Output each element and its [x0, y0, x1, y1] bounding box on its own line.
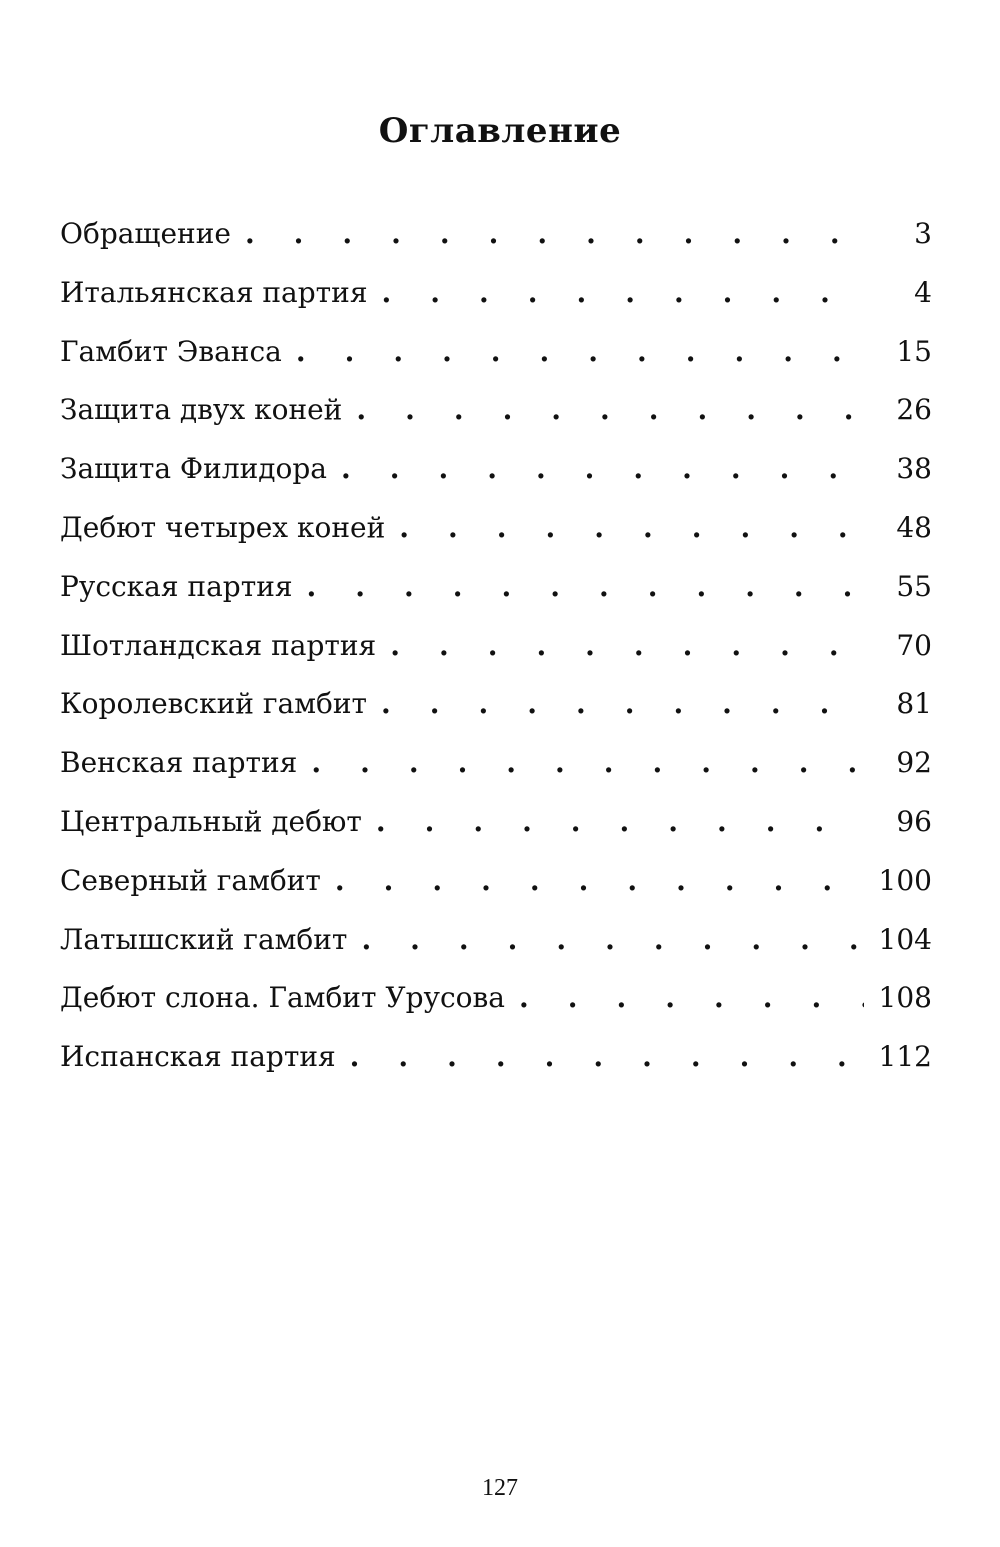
toc-entry[interactable] — [60, 264, 932, 323]
toc-entry-title: Королевский гамбит — [60, 687, 367, 721]
toc-entry[interactable] — [60, 734, 932, 793]
toc-entry[interactable] — [60, 381, 932, 440]
toc-entry-page: 104 — [878, 922, 932, 956]
dot-leader — [307, 558, 864, 617]
dot-leader — [245, 205, 864, 264]
toc-entry-title: Венская партия — [60, 746, 298, 780]
toc-entry-title: Дебют слона. Гамбит Урусова — [60, 981, 505, 1015]
toc-entry-title: Гамбит Эванса — [60, 334, 282, 368]
toc-entry-title: Защита Филидора — [60, 452, 327, 486]
dot-leader — [382, 264, 865, 323]
toc-entry[interactable] — [60, 969, 932, 1028]
toc-entry-title: Латышский гамбит — [60, 922, 348, 956]
dot-leader — [335, 852, 864, 911]
toc-entry-page: 112 — [878, 1040, 932, 1074]
toc-entry-title: Русская партия — [60, 569, 293, 603]
page-title: Оглавление — [378, 110, 622, 151]
dot-leader — [361, 911, 864, 970]
dot-leader — [519, 969, 864, 1028]
toc-entry[interactable] — [60, 558, 932, 617]
dot-leader — [350, 1028, 864, 1087]
dot-leader — [356, 381, 864, 440]
toc-entry-page: 108 — [878, 981, 932, 1015]
toc-entry-page: 48 — [896, 510, 932, 544]
toc-entry[interactable] — [60, 617, 932, 676]
dot-leader — [296, 323, 864, 382]
toc-entry[interactable] — [60, 1028, 932, 1087]
toc-entry-title: Дебют четырех коней — [60, 510, 386, 544]
toc-entry-page: 92 — [896, 746, 932, 780]
toc-entry-title: Обращение — [60, 217, 231, 250]
toc-entry[interactable] — [60, 675, 932, 734]
dot-leader — [376, 793, 864, 852]
dot-leader — [311, 734, 864, 793]
dot-leader — [390, 617, 864, 676]
toc-entry[interactable] — [60, 323, 932, 382]
table-of-contents — [60, 205, 932, 1087]
toc-entry[interactable] — [60, 440, 932, 499]
toc-entry-title: Испанская партия — [60, 1040, 336, 1074]
toc-entry-title: Итальянская партия — [60, 275, 368, 309]
toc-entry-page: 15 — [896, 334, 932, 368]
toc-entry-page: 70 — [896, 628, 932, 662]
toc-entry-page: 81 — [896, 687, 932, 721]
toc-entry-page: 3 — [914, 217, 932, 250]
toc-entry-page: 4 — [914, 275, 932, 309]
dot-leader — [341, 440, 864, 499]
toc-entry[interactable] — [60, 205, 932, 264]
toc-entry-title: Северный гамбит — [60, 863, 321, 897]
toc-entry-title: Шотландская партия — [60, 628, 377, 662]
toc-entry-page: 100 — [878, 863, 932, 897]
toc-entry[interactable] — [60, 499, 932, 558]
dot-leader — [399, 499, 864, 558]
page-number: 127 — [482, 1475, 518, 1501]
toc-entry[interactable] — [60, 911, 932, 970]
toc-entry-title: Центральный дебют — [60, 804, 362, 838]
toc-entry-page: 26 — [896, 393, 932, 427]
toc-entry-page: 96 — [896, 804, 932, 838]
toc-entry[interactable] — [60, 793, 932, 852]
toc-entry-page: 38 — [896, 452, 932, 486]
toc-entry[interactable] — [60, 852, 932, 911]
toc-entry-page: 55 — [896, 569, 932, 603]
dot-leader — [381, 675, 864, 734]
toc-entry-title: Защита двух коней — [60, 393, 343, 427]
